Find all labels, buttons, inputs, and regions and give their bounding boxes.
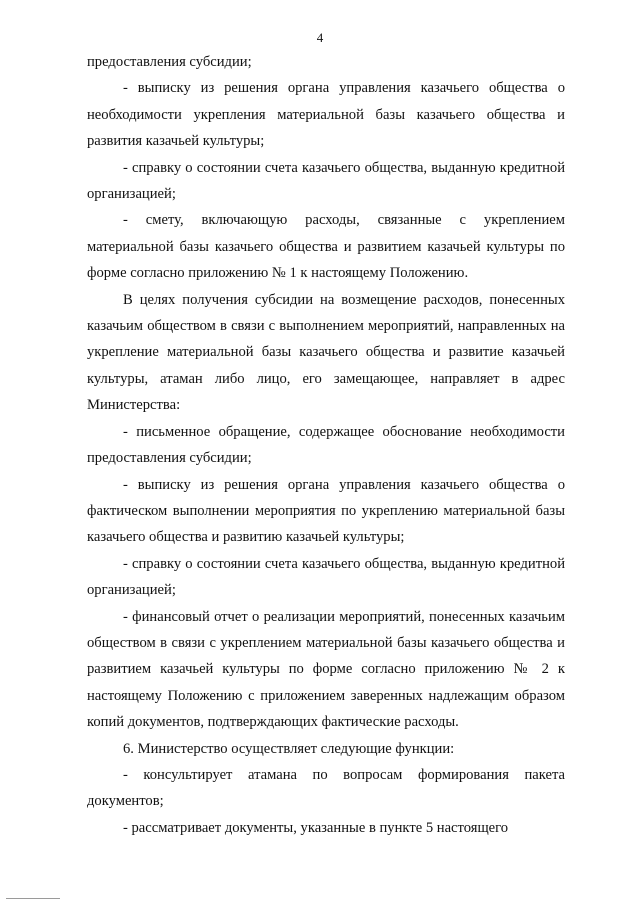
list-item-decision-extract: - выписку из решения органа управления казачьего общества о необходимости укрепления материальной базы казачьего общества и развития казачьей культуры; bbox=[87, 80, 565, 150]
footer-rule bbox=[6, 898, 60, 899]
list-item-written-request: - письменное обращение, содержащее обоснование необходимости предоставления субсидии; bbox=[87, 423, 565, 467]
list-item-account-statement-2: - справку о состоянии счета казачьего общества, выданную кредитной организацией; bbox=[87, 555, 565, 599]
list-item-financial-report: - финансовый отчет о реализации мероприятий, понесенных казачьим обществом в связи с укреплением материальной базы казачьего общества и развитием казачьей культуры по форме согласно приложению № 2 к настоящему Положению с приложением заверенных надлежащим образом копий документов, подтверждающих фактические расходы. bbox=[87, 608, 565, 731]
document-body bbox=[87, 49, 565, 841]
list-item-cost-estimate: - смету, включающую расходы, связанные с укреплением материальной базы казачьего общества и развитием казачьей культуры по форме согласно приложению № 1 к настоящему Положению. bbox=[87, 212, 565, 282]
list-item-account-statement: - справку о состоянии счета казачьего общества, выданную кредитной организацией; bbox=[87, 159, 565, 203]
paragraph-reimbursement-intro: В целях получения субсидии на возмещение расходов, понесенных казачьим обществом в связи с выполнением мероприятий, направленных на укрепление материальной базы казачьего общества и развитие казачьей культуры, атаман либо лицо, его замещающее, направляет в адрес Министерства: bbox=[87, 291, 565, 414]
list-item-consulting: - консультирует атамана по вопросам формирования пакета документов; bbox=[87, 766, 565, 810]
paragraph-continuation: предоставления субсидии; bbox=[87, 54, 252, 70]
list-item-fulfillment-extract: - выписку из решения органа управления казачьего общества о фактическом выполнении мероприятия по укреплению материальной базы казачьего общества и развитию казачьей культуры; bbox=[87, 476, 565, 546]
list-item-document-review: - рассматривает документы, указанные в пункте 5 настоящего bbox=[123, 819, 509, 836]
page-number: 4 bbox=[316, 30, 324, 45]
section-heading-ministry-functions: 6. Министерство осуществляет следующие функции: bbox=[123, 740, 455, 757]
